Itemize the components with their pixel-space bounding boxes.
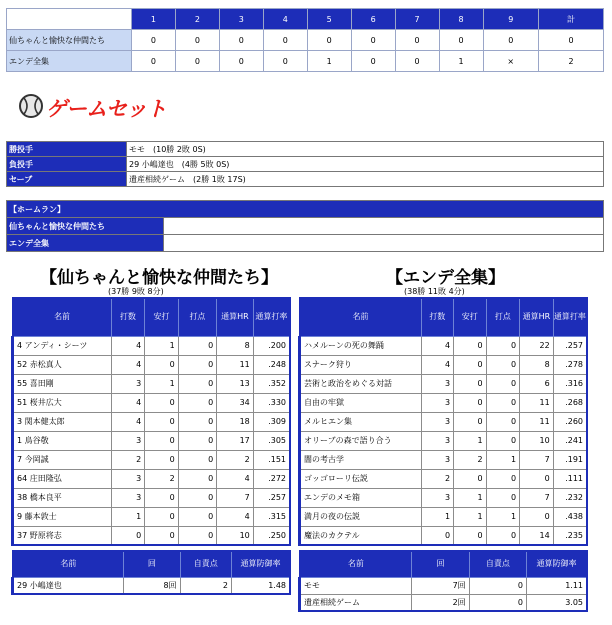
stat-cell: .200 [253,336,290,355]
table-row [13,577,291,594]
table-row [300,507,588,526]
pitcher-label: セーブ [7,172,127,187]
pitcher-results [6,141,604,187]
inning-header: 5 [307,9,351,30]
batting-header-right [300,298,588,336]
stat-cell: 3 [111,488,145,507]
stat-cell: 4 [111,355,145,374]
inning-score: 0 [263,51,307,72]
table-row [300,488,588,507]
column-header [217,298,254,336]
scoreboard-row [7,30,604,51]
pitcher-label: 勝投手 [7,142,127,157]
table-row [300,336,588,355]
inning-header: 4 [263,9,307,30]
stat-cell: 0 [469,594,526,611]
player-name: 遺産相続ゲーム [300,594,412,611]
inning-score: 0 [539,30,604,51]
stat-cell: .250 [253,526,290,545]
stat-cell: 1 [454,488,487,507]
stat-cell: .309 [253,412,290,431]
stat-cell: 2 [421,469,454,488]
stat-cell: 0 [145,526,179,545]
stat-cell: 1.48 [231,577,290,594]
homerun-value [164,218,604,235]
scoreboard-team: エンデ全集 [7,51,132,72]
stat-cell: 0 [486,431,520,450]
stat-cell: .330 [253,393,290,412]
stat-cell: 8 [217,336,254,355]
stat-cell: 3 [421,412,454,431]
inning-score: 1 [439,51,483,72]
stat-cell: 0 [145,393,179,412]
scoreboard-team: 仙ちゃんと愉快な仲間たち [7,30,132,51]
stat-cell: 4 [421,355,454,374]
table-row [13,450,291,469]
stat-cell: .257 [253,488,290,507]
stat-cell: .260 [553,412,587,431]
stat-cell: 0 [178,336,216,355]
inning-header: 6 [351,9,395,30]
homerun-row [7,218,604,235]
inning-header: 計 [539,9,604,30]
player-name: モモ [300,577,412,594]
player-name: 55 喜田剛 [13,374,112,393]
inning-header: 3 [219,9,263,30]
stat-cell: 7回 [412,577,469,594]
player-name: エンデのメモ箱 [300,488,422,507]
column-header-text: 通算打率 [553,312,586,322]
stat-cell: .235 [553,526,587,545]
player-name: 29 小嶋達也 [13,577,124,594]
table-row [13,431,291,450]
stat-cell: 4 [111,412,145,431]
stat-cell: 11 [520,412,554,431]
stat-cell: 0 [520,507,554,526]
player-name: メルヒエン集 [300,412,422,431]
pitcher-row [7,157,604,172]
column-header [253,298,290,336]
stat-cell: 7 [217,488,254,507]
stat-cell: 11 [520,393,554,412]
stat-cell: .111 [553,469,587,488]
stat-cell: 0 [178,469,216,488]
stat-cell: .272 [253,469,290,488]
batting-table-right [298,297,588,546]
stat-cell: 34 [217,393,254,412]
team-title-left: 【仙ちゃんと愉快な仲間たち】 [40,268,278,288]
inning-header: 7 [395,9,439,30]
stat-cell: 1 [486,507,520,526]
stat-cell: 0 [145,431,179,450]
scoreboard-header [7,9,604,30]
stat-cell: 0 [178,431,216,450]
player-name: 1 鳥谷敬 [13,431,112,450]
player-name: 52 赤松真人 [13,355,112,374]
stat-cell: 3 [421,450,454,469]
pitcher-row [7,142,604,157]
inning-score: 0 [132,51,176,72]
stat-cell: 3 [421,374,454,393]
stat-cell: 1.11 [527,577,587,594]
stat-cell: 0 [178,488,216,507]
stat-cell: 1 [454,431,487,450]
player-name: 4 アンディ・シーツ [13,336,112,355]
stat-cell: .268 [553,393,587,412]
stat-cell: 14 [520,526,554,545]
player-name: 芸術と政治をめぐる対話 [300,374,422,393]
column-header: 名前 [300,551,412,577]
stat-cell: 3 [421,393,454,412]
stat-cell: 18 [217,412,254,431]
stat-cell: 2 [145,469,179,488]
inning-score: 0 [307,30,351,51]
stat-cell: 0 [486,412,520,431]
stat-cell: 3 [111,431,145,450]
gameset-text: ゲームセット [46,97,166,121]
stat-cell: 0 [178,526,216,545]
homerun-table [6,200,604,252]
player-name: 51 桜井広大 [13,393,112,412]
stat-cell: 3 [421,488,454,507]
stat-cell: 0 [145,450,179,469]
table-row [13,469,291,488]
pitching-header-left [13,551,291,577]
stat-cell: 0 [421,526,454,545]
stat-cell: 0 [145,355,179,374]
table-row [300,355,588,374]
column-header-text: 通算HR [522,312,551,322]
player-name: 64 庄田隆弘 [13,469,112,488]
column-header: 自責点 [180,551,231,577]
column-header [231,551,290,577]
player-name: 満月の夜の伝説 [300,507,422,526]
team-record-right: (38勝 11敗 4分) [404,287,465,296]
stat-cell: 0 [486,526,520,545]
inning-score: 0 [175,30,219,51]
stat-cell: 0 [454,469,487,488]
column-header: 名前 [13,298,112,336]
inning-score: 0 [351,30,395,51]
stat-cell: .278 [553,355,587,374]
table-row [300,393,588,412]
table-row [300,374,588,393]
gameset-logo [18,92,193,120]
stat-cell: 3 [421,431,454,450]
table-row [13,488,291,507]
column-header-text: 通算防御率 [240,559,281,569]
column-header: 自責点 [469,551,526,577]
stat-cell: 0 [178,374,216,393]
pitching-header-right [300,551,588,577]
player-name: 7 今岡誠 [13,450,112,469]
stat-cell: 0 [454,355,487,374]
table-row [13,374,291,393]
inning-header: 9 [483,9,539,30]
stat-cell: 11 [217,355,254,374]
column-header: 打数 [111,298,145,336]
column-header: 打点 [486,298,520,336]
stat-cell: .191 [553,450,587,469]
inning-score: 0 [395,30,439,51]
stat-cell: 3 [111,469,145,488]
column-header-text: 通算打率 [255,312,288,322]
column-header: 打点 [178,298,216,336]
stat-cell: 8回 [124,577,180,594]
stat-cell: 0 [178,355,216,374]
table-row [300,526,588,545]
table-row [13,393,291,412]
table-row [13,412,291,431]
pitcher-value: 遺産相続ゲーム (2勝 1敗 17S) [127,172,604,187]
table-row [300,412,588,431]
pitcher-label: 負投手 [7,157,127,172]
stat-cell: 2 [454,450,487,469]
player-name: 魔法のカクテル [300,526,422,545]
homerun-team: エンデ全集 [7,235,164,252]
stat-cell: .248 [253,355,290,374]
batting-table-left [11,297,291,546]
stat-cell: 4 [421,336,454,355]
stat-cell: 0 [454,526,487,545]
stat-cell: 4 [111,393,145,412]
pitcher-row [7,172,604,187]
player-name: オリーブの森で語り合う [300,431,422,450]
stat-cell: 0 [178,507,216,526]
stat-cell: 0 [454,393,487,412]
table-row [13,355,291,374]
stat-cell: 1 [454,507,487,526]
stat-cell: .241 [553,431,587,450]
homerun-header [7,201,604,218]
player-name: 闇の考古学 [300,450,422,469]
stat-cell: .305 [253,431,290,450]
stat-cell: 13 [217,374,254,393]
table-row [300,469,588,488]
stat-cell: 2回 [412,594,469,611]
table-row [300,450,588,469]
stat-cell: 1 [486,450,520,469]
inning-score: 0 [132,30,176,51]
stat-cell: 7 [520,450,554,469]
inning-score: × [483,51,539,72]
table-row [13,526,291,545]
homerun-team: 仙ちゃんと愉快な仲間たち [7,218,164,235]
stat-cell: 0 [486,469,520,488]
stat-cell: 0 [486,488,520,507]
column-header: 安打 [454,298,487,336]
player-name: 9 藤本敦士 [13,507,112,526]
stat-cell: 0 [454,412,487,431]
stat-cell: 10 [217,526,254,545]
table-row [13,336,291,355]
inning-score: 2 [539,51,604,72]
column-header-text: 通算防御率 [536,559,577,569]
stat-cell: 2 [217,450,254,469]
table-row [300,594,588,611]
inning-score: 0 [351,51,395,72]
stat-cell: 22 [520,336,554,355]
player-name: ハメルーンの死の舞踊 [300,336,422,355]
stat-cell: 0 [145,507,179,526]
pitcher-value: 29 小嶋達也 (4勝 5敗 0S) [127,157,604,172]
table-row [300,577,588,594]
inning-header: 8 [439,9,483,30]
column-header: 名前 [300,298,422,336]
homerun-value [164,235,604,252]
inning-score: 0 [439,30,483,51]
scoreboard-row [7,51,604,72]
stat-cell: 7 [520,488,554,507]
inning-score: 0 [483,30,539,51]
player-name: 37 野原将志 [13,526,112,545]
stat-cell: 4 [217,507,254,526]
inning-score: 0 [395,51,439,72]
column-header: 名前 [13,551,124,577]
stat-cell: 0 [486,393,520,412]
stat-cell: 1 [145,336,179,355]
stat-cell: 3 [111,374,145,393]
column-header: 安打 [145,298,179,336]
stat-cell: .352 [253,374,290,393]
stat-cell: 17 [217,431,254,450]
pitching-table-right [298,550,588,612]
stat-cell: 0 [486,355,520,374]
stat-cell: 8 [520,355,554,374]
stat-cell: 0 [145,488,179,507]
stat-cell: 3.05 [527,594,587,611]
column-header-text: 通算HR [221,312,249,322]
column-header [553,298,587,336]
inning-score: 0 [175,51,219,72]
stat-cell: .315 [253,507,290,526]
stat-cell: 0 [178,412,216,431]
stat-cell: .257 [553,336,587,355]
scoreboard-corner [7,9,132,30]
stat-cell: 1 [145,374,179,393]
stat-cell: 4 [217,469,254,488]
column-header [520,298,554,336]
team-record-left: (37勝 9敗 8分) [108,287,164,296]
team-title-right: 【エンデ全集】 [386,268,505,288]
stat-cell: 1 [111,507,145,526]
stat-cell: 0 [486,336,520,355]
stat-cell: 0 [111,526,145,545]
stat-cell: 0 [469,577,526,594]
stat-cell: 0 [178,393,216,412]
column-header: 回 [412,551,469,577]
stat-cell: 0 [520,469,554,488]
stat-cell: 0 [486,374,520,393]
stat-cell: .438 [553,507,587,526]
stat-cell: .316 [553,374,587,393]
player-name: スナーク狩り [300,355,422,374]
stat-cell: 0 [178,450,216,469]
batting-header-left [13,298,291,336]
inning-score: 1 [307,51,351,72]
column-header: 回 [124,551,180,577]
stat-cell: .151 [253,450,290,469]
player-name: ゴッゴローリ伝説 [300,469,422,488]
stat-cell: 0 [454,374,487,393]
pitching-table-left [11,550,291,595]
scoreboard [6,8,604,72]
stat-cell: .232 [553,488,587,507]
column-header: 打数 [421,298,454,336]
stat-cell: 4 [111,336,145,355]
stat-cell: 0 [454,336,487,355]
inning-header: 1 [132,9,176,30]
pitcher-value: モモ (10勝 2敗 0S) [127,142,604,157]
stat-cell: 2 [111,450,145,469]
column-header [527,551,587,577]
inning-header: 2 [175,9,219,30]
stat-cell: 2 [180,577,231,594]
table-row [300,431,588,450]
inning-score: 0 [219,30,263,51]
player-name: 38 橋本良平 [13,488,112,507]
homerun-title: 【ホームラン】 [7,201,604,218]
homerun-row [7,235,604,252]
stat-cell: 6 [520,374,554,393]
stat-cell: 0 [145,412,179,431]
player-name: 自由の牢獄 [300,393,422,412]
table-row [13,507,291,526]
inning-score: 0 [219,51,263,72]
stat-cell: 10 [520,431,554,450]
stat-cell: 1 [421,507,454,526]
player-name: 3 関本健太郎 [13,412,112,431]
inning-score: 0 [263,30,307,51]
